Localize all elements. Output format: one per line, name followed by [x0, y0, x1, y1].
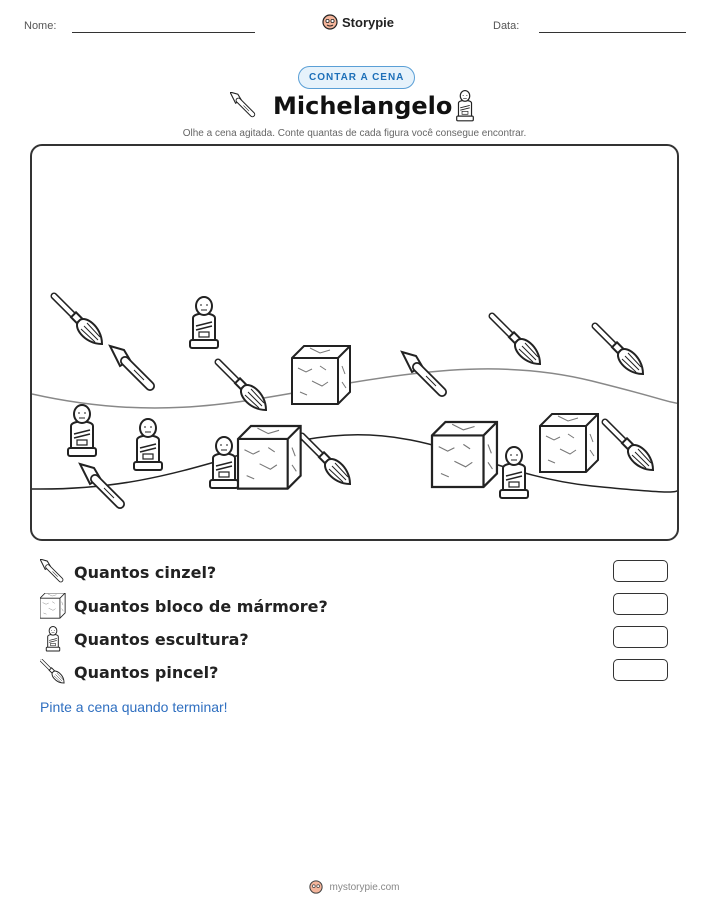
- question-text: Quantos bloco de mármore?: [74, 596, 328, 616]
- marble-block-icon: [432, 422, 497, 487]
- sculpture-icon: [40, 626, 66, 652]
- sculpture-icon: [455, 90, 475, 122]
- question-text: Quantos pincel?: [74, 662, 219, 682]
- marble-block-icon: [40, 593, 66, 619]
- date-label: Data:: [493, 20, 520, 32]
- paintbrush-icon: [492, 316, 540, 364]
- question-chisel: [40, 558, 216, 586]
- marble-block-icon: [540, 414, 598, 472]
- answer-box-paintbrush[interactable]: [613, 659, 668, 681]
- marble-block-icon: [238, 426, 301, 489]
- chisel-icon: [110, 346, 150, 386]
- question-text: Quantos cinzel?: [74, 562, 217, 582]
- storypie-icon: [309, 880, 323, 894]
- paintbrush-icon: [54, 296, 102, 344]
- counting-scene[interactable]: [30, 144, 679, 541]
- sculpture-icon: [134, 419, 162, 470]
- storypie-icon: [322, 14, 338, 30]
- sculpture-icon: [190, 297, 218, 348]
- instructions: Olhe a cena agitada. Conte quantas de cada figura você consegue encontrar.: [182, 128, 527, 139]
- answer-box-sculpture[interactable]: [613, 626, 668, 648]
- scene-illustration: [32, 146, 679, 541]
- question-paintbrush: [40, 658, 218, 686]
- answer-box-marble-block[interactable]: [613, 593, 668, 615]
- chisel-icon: [230, 92, 258, 120]
- chisel-icon: [40, 559, 66, 585]
- sculpture-icon: [210, 437, 238, 488]
- marble-block-icon: [292, 346, 350, 404]
- paintbrush-icon: [40, 659, 66, 685]
- sculpture-icon: [68, 405, 96, 456]
- question-marble-block: [40, 592, 328, 620]
- brand-logo: [322, 14, 394, 30]
- answer-box-chisel[interactable]: [613, 560, 668, 582]
- coloring-note: Pinte a cena quando terminar!: [40, 699, 228, 715]
- paintbrush-icon: [302, 436, 350, 484]
- brand-name: Storypie: [342, 14, 395, 30]
- page-title: Michelangelo: [273, 92, 453, 120]
- paintbrush-icon: [605, 422, 653, 470]
- question-text: Quantos escultura?: [74, 629, 249, 649]
- footer: [0, 880, 709, 894]
- footer-url[interactable]: mystorypie.com: [329, 881, 400, 893]
- name-label: Nome:: [24, 20, 57, 32]
- activity-badge: CONTAR A CENA: [298, 66, 415, 89]
- name-line[interactable]: [72, 32, 255, 33]
- paintbrush-icon: [595, 326, 643, 374]
- question-sculpture: [40, 625, 249, 653]
- sculpture-icon: [500, 447, 528, 498]
- date-line[interactable]: [539, 32, 686, 33]
